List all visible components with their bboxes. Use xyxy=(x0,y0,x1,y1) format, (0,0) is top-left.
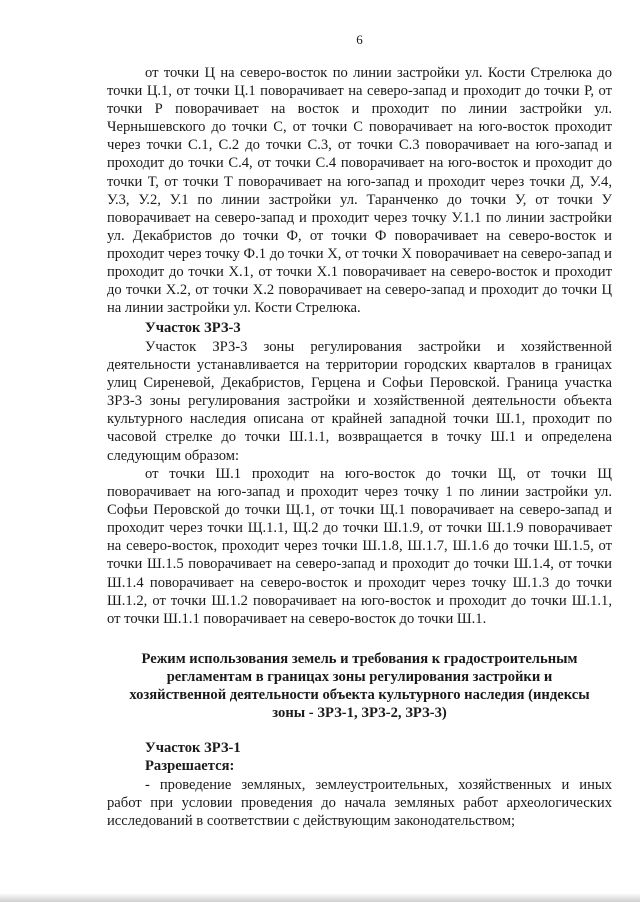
page-number: 6 xyxy=(356,32,363,47)
allowed-label: Разрешается: xyxy=(145,758,235,774)
regime-heading-line: регламентам в границах зоны регулирования застройки и xyxy=(166,669,553,686)
scan-shadow-edge xyxy=(0,893,640,902)
allowed-item: - проведение земляных, землеустроительных, хозяйственных и иных работ при условии проведения до начала земляных работ археологических исследований в соответствии с действующим законодательством; xyxy=(107,777,612,830)
zrz3-route-paragraph: от точки Ш.1 проходит на юго-восток до точки Щ, от точки Щ поворачивает на юго-запад и проходит через точку 1 по линии застройки ул. Софьи Перовской до точки Щ.1, от точки Щ.1 поворачивает на северо-запад и проходит через точки Щ.1.1, Щ.2 до точки Ш.1.9, от точки Ш.1.9 поворачивает на северо-восток, проходит через точки Ш.1.8, Ш.1.7, Ш.1.6 до точки Ш.1.5, от точки Ш.1.5 поворачивает на северо-запад и проходит до точки Ш.1.4, от точки Ш.1.4 поворачивает на северо-восток и проходит через точку Ш.1.3 до точки Ш.1.2, от точки Ш.1.2 поворачивает на юго-восток и проходит до точки Ш.1.1, от точки Ш.1.1 поворачивает на северо-восток до точки Ш.1. xyxy=(107,466,612,627)
regime-heading-line: Режим использования земель и требования к градостроительным xyxy=(141,651,578,667)
zrz3-intro-paragraph: Участок ЗРЗ-3 зоны регулирования застройки и хозяйственной деятельности устанавливается на территории городских кварталов в границах улиц Сиреневой, Декабристов, Герцена и Софьи Перовской. Граница участка ЗРЗ-3 зоны регулирования застройки и хозяйственной деятельности объекта культурного наследия описана от крайней западной точки Ш.1, проходит по часовой стрелке до точки Ш.1.1, возвращается в точку Ш.1 и определена следующим образом: xyxy=(107,339,612,464)
section-title-zrz3: Участок ЗРЗ-3 xyxy=(145,320,241,336)
regime-heading-line: зоны - ЗРЗ-1, ЗРЗ-2, ЗРЗ-3) xyxy=(272,705,447,722)
regime-heading xyxy=(107,650,612,722)
regime-heading-line: хозяйственной деятельности объекта культурного наследия (индексы xyxy=(129,687,590,704)
boundary-description-paragraph: от точки Ц на северо-восток по линии застройки ул. Кости Стрелюка до точки Ц.1, от точки Ц.1 поворачивает на северо-запад и проходит до точки Р, от точки Р поворачивает на восток и проходит по линии застройки ул. Чернышевского до точки С, от точки С поворачивает на юго-восток проходит через точки С.1, С.2 до точки С.3, от точки С.3 поворачивает на юго-запад и проходит до точки С.4, от точки С.4 поворачивает на юго-восток и проходит до точки Т, от точки Т поворачивает на юго-запад и проходит через точки Д, У.4, У.3, У.2, У.1 по линии застройки ул. Таранченко до точки У, от точки У поворачивает на северо-запад и проходит через точку У.1.1 по линии застройки ул. Декабристов до точки Ф, от точки Ф поворачивает на северо-восток и проходит через точку Ф.1 до точки Х, от точки Х поворачивает на северо-запад и проходит до точки Х.1, от точки Х.1 поворачивает на северо-восток и проходит до точки Х.2, от точки Х.2 поворачивает на северо-запад и проходит до точки Ц на линии застройки ул. Кости Стрелюка. xyxy=(107,65,612,317)
section-title-zrz1: Участок ЗРЗ-1 xyxy=(145,740,241,756)
